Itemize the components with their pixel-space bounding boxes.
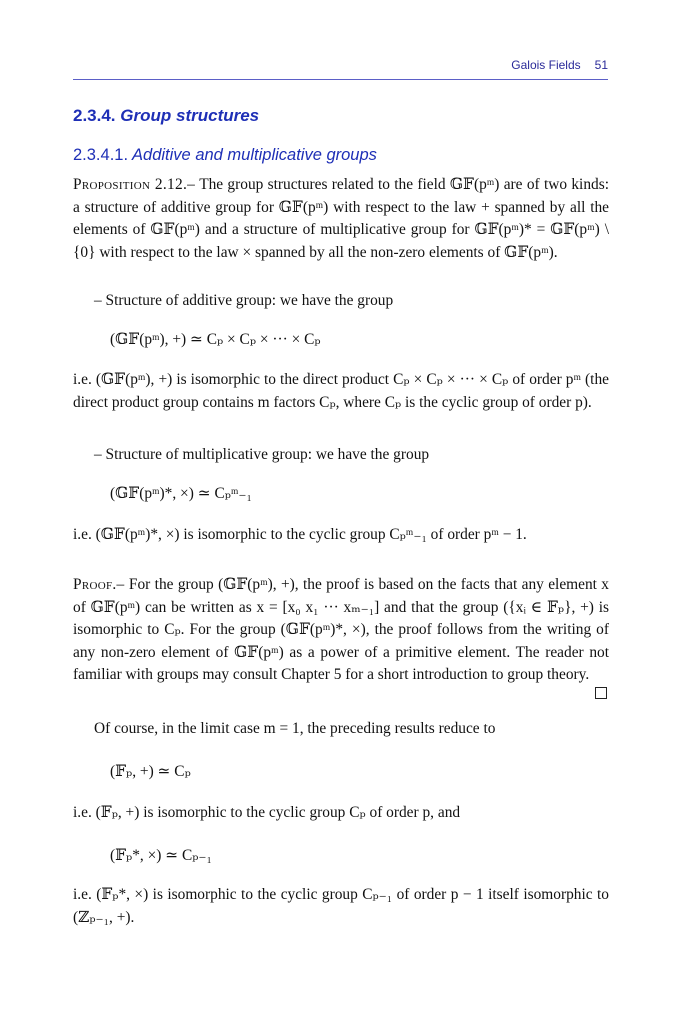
additive-explanation: i.e. (𝔾𝔽(pᵐ), +) is isomorphic to the direct product Cₚ × Cₚ × ··· × Cₚ of order pᵐ (the direct product group contains m factors Cₚ, where Cₚ is the cyclic group of order p). <box>73 371 609 411</box>
proof-label: Proof.– <box>73 576 125 593</box>
qed-square-icon <box>595 687 607 699</box>
proof-text: For the group (𝔾𝔽(pᵐ), +), the proof is based on the facts that any element x of 𝔾𝔽(pᵐ) can be written as x = [x₀ x₁ ··· xₘ₋₁] and that the group ({xᵢ ∈ 𝔽ₚ}, +) is isomorphic to Cₚ. For the group (𝔾𝔽(pᵐ)*, ×), the proof follows from the writing of any non-zero element of 𝔾𝔽(pᵐ) as a power of a primitive element. The reader not familiar with groups may consult Chapter 5 for a short introduction to group theory. <box>73 576 609 683</box>
limit-intro: Of course, in the limit case m = 1, the preceding results reduce to <box>94 720 496 737</box>
section-heading <box>73 106 259 126</box>
subsection-title: Additive and multiplicative groups <box>132 146 377 164</box>
header-rule <box>73 79 608 80</box>
limit-formula-additive: (𝔽ₚ, +) ≃ Cₚ <box>110 763 191 780</box>
section-title: Group structures <box>120 106 260 125</box>
section-number: 2.3.4. <box>73 106 116 125</box>
additive-formula: (𝔾𝔽(pᵐ), +) ≃ Cₚ × Cₚ × ··· × Cₚ <box>110 331 321 348</box>
proposition-paragraph <box>73 174 609 264</box>
proposition-text: The group structures related to the field 𝔾𝔽(pᵐ) are of two kinds: a structure of additive group for 𝔾𝔽(pᵐ) with respect to the law + spanned by all the elements of 𝔾𝔽(pᵐ) and a structure of multiplicative group for 𝔾𝔽(pᵐ)* = 𝔾𝔽(pᵐ) \ {0} with respect to the law × spanned by all the non-zero elements of 𝔾𝔽(pᵐ). <box>73 176 609 261</box>
additive-intro: – Structure of additive group: we have the group <box>94 292 394 309</box>
subsection-number: 2.3.4.1. <box>73 146 129 164</box>
proof-paragraph <box>73 574 609 687</box>
proposition-label: Proposition 2.12.– <box>73 176 196 193</box>
subsection-heading <box>73 146 377 165</box>
limit-explanation-multiplicative: i.e. (𝔽ₚ*, ×) is isomorphic to the cyclic group Cₚ₋₁ of order p − 1 itself isomorphic to (ℤₚ₋₁, +). <box>73 886 609 926</box>
limit-formula-multiplicative: (𝔽ₚ*, ×) ≃ Cₚ₋₁ <box>110 847 212 864</box>
multiplicative-formula: (𝔾𝔽(pᵐ)*, ×) ≃ Cₚᵐ₋₁ <box>110 485 252 502</box>
running-title: Galois Fields <box>511 58 581 72</box>
limit-explanation-additive: i.e. (𝔽ₚ, +) is isomorphic to the cyclic group Cₚ of order p, and <box>73 804 461 821</box>
multiplicative-explanation: i.e. (𝔾𝔽(pᵐ)*, ×) is isomorphic to the cyclic group Cₚᵐ₋₁ of order pᵐ − 1. <box>73 526 527 543</box>
running-header <box>73 58 608 72</box>
multiplicative-intro: – Structure of multiplicative group: we have the group <box>94 446 430 463</box>
page-number: 51 <box>594 58 608 72</box>
